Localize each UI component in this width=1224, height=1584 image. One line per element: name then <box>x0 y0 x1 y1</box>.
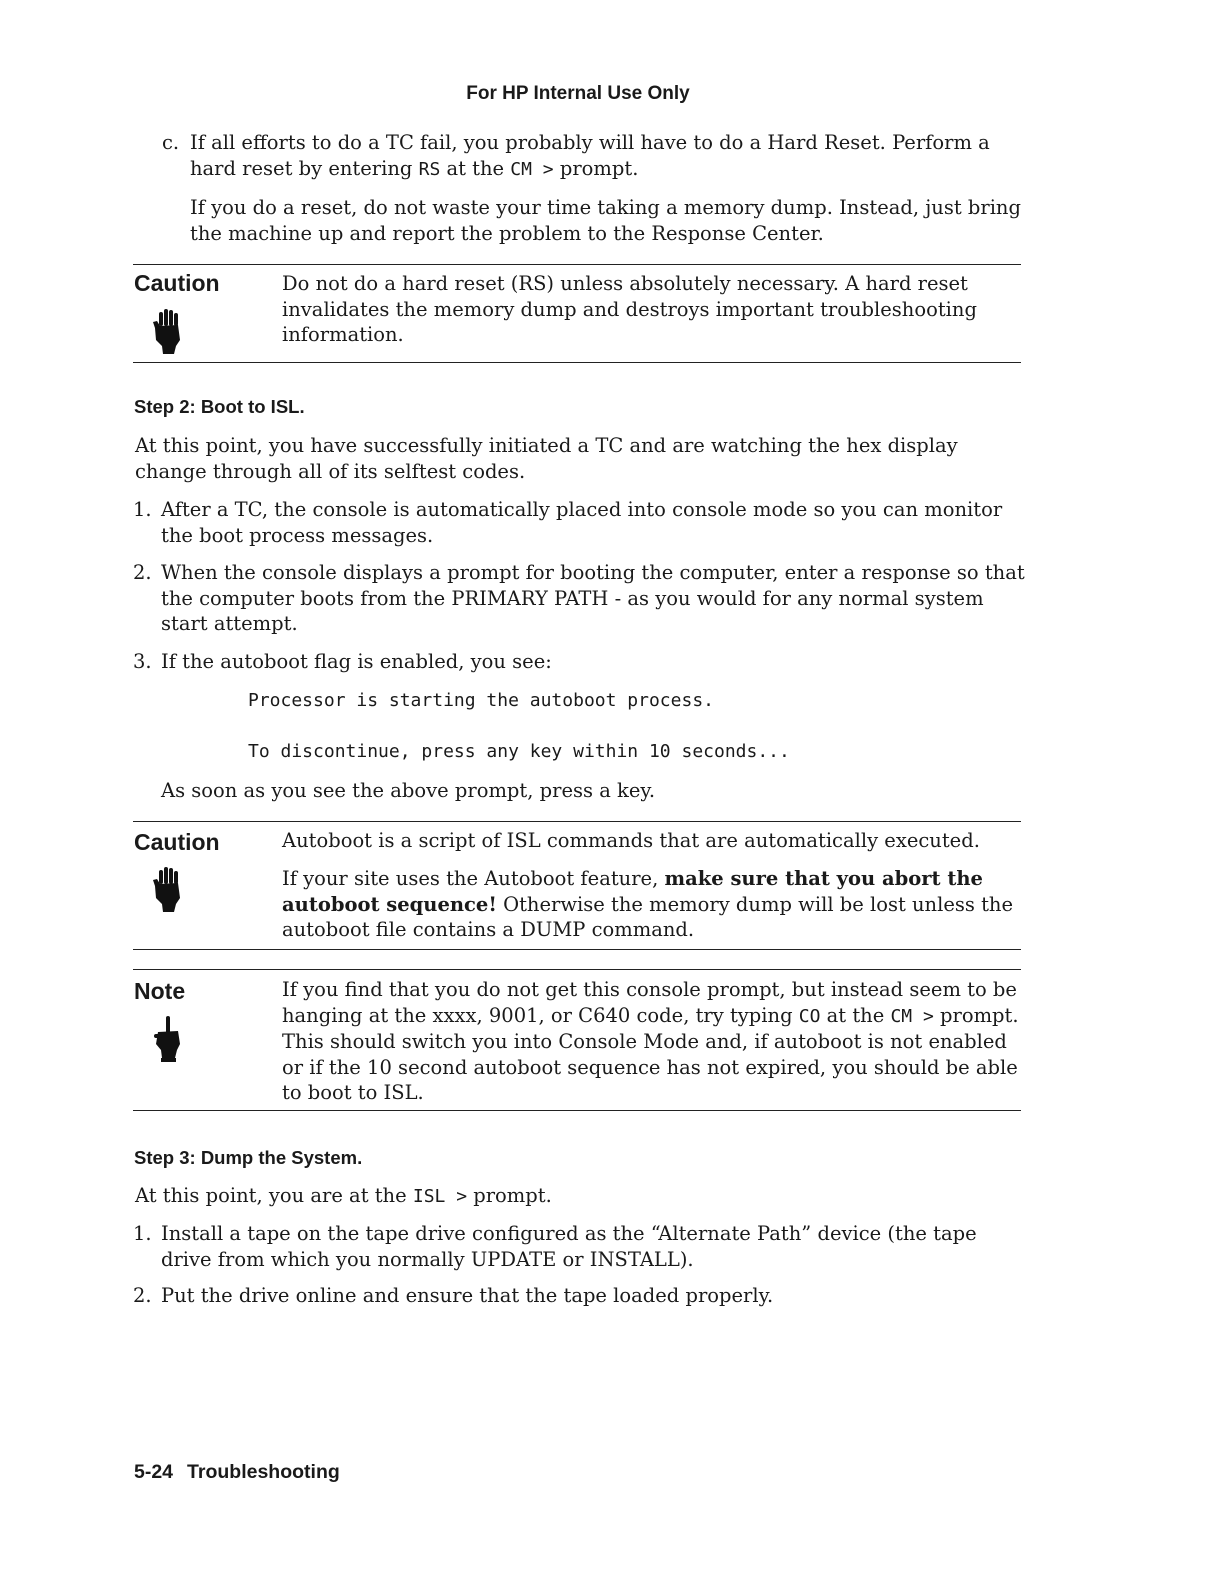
cm-prompt: CM > <box>510 158 554 180</box>
caution-hand-icon <box>150 308 186 354</box>
caution-text: Autoboot is a script of ISL commands that are automatically executed. <box>282 829 980 852</box>
caution-text-a: If your site uses the Autoboot feature, <box>282 867 665 890</box>
page-footer <box>134 1461 340 1484</box>
step-2-heading: Step 2: Boot to ISL. <box>134 396 305 417</box>
console-output-line: Processor is starting the autoboot process. <box>248 690 714 711</box>
list-item: If the autoboot flag is enabled, you see: <box>161 650 552 673</box>
caution-emphasis: make sure that you abort the autoboot sequence! <box>282 867 983 916</box>
note-label: Note <box>134 978 186 1004</box>
divider <box>133 969 1021 970</box>
caution-label: Caution <box>134 829 220 855</box>
list-number: 3. <box>133 650 152 673</box>
item-c-marker: c. <box>162 131 180 154</box>
note-text-b: at the <box>820 1003 891 1027</box>
list-item: Put the drive online and ensure that the tape loaded properly. <box>161 1284 774 1307</box>
caution-text <box>282 866 1024 943</box>
divider <box>133 362 1021 363</box>
list-number: 1. <box>133 1222 152 1245</box>
cm-prompt: CM > <box>890 1005 934 1027</box>
rs-command: RS <box>418 158 441 180</box>
list-number: 2. <box>133 1284 152 1307</box>
console-output-line: To discontinue, press any key within 10 seconds... <box>248 741 790 762</box>
divider <box>133 1110 1021 1111</box>
item-c-text <box>190 130 1030 182</box>
note-text <box>282 977 1024 1106</box>
step-3-intro-a: At this point, you are at the <box>135 1184 413 1207</box>
step-2-intro: At this point, you have successfully initiated a TC and are watching the hex display change through all of its selftest codes. <box>135 434 958 483</box>
divider <box>133 264 1021 265</box>
step-3-intro-b: prompt. <box>467 1184 552 1207</box>
page-number: 5-24 <box>134 1461 174 1483</box>
caution-hand-icon <box>150 866 186 912</box>
caution-text: Do not do a hard reset (RS) unless absolutely necessary. A hard reset invalidates the memory dump and destroys important troubleshooting information. <box>282 272 977 346</box>
caution-label: Caution <box>134 270 220 296</box>
item-c-text-b: at the <box>440 156 511 180</box>
pointing-hand-icon <box>150 1016 186 1062</box>
list-item: After a TC, the console is automatically placed into console mode so you can monitor the boot process messages. <box>161 498 1003 547</box>
after-code-text: As soon as you see the above prompt, press a key. <box>161 779 656 802</box>
note-text-a: If you find that you do not get this console prompt, but instead seem to be hanging at the xxxx, 9001, or C640 code, try typing <box>282 978 1017 1027</box>
isl-prompt: ISL > <box>412 1186 468 1207</box>
list-item: When the console displays a prompt for booting the computer, enter a response so that the computer boots from the PRIMARY PATH - as you would for any normal system start attempt. <box>161 561 1025 635</box>
page-header: For HP Internal Use Only <box>466 83 690 104</box>
note-text-c: prompt. This should switch you into Console Mode and, if autoboot is not enabled or if the 10 second autoboot sequence has not expired, you should be able to boot to ISL. <box>282 1003 1019 1104</box>
step-3-heading: Step 3: Dump the System. <box>134 1147 363 1168</box>
divider <box>133 821 1021 822</box>
item-c-text-c: prompt. <box>553 156 639 180</box>
item-c-text-a: If all efforts to do a TC fail, you probably will have to do a Hard Reset. Perform a hard reset by entering <box>190 131 990 180</box>
item-c-para2: If you do a reset, do not waste your time taking a memory dump. Instead, just bring the machine up and report the problem to the Response Center. <box>190 196 1021 245</box>
list-number: 2. <box>133 561 152 584</box>
caution-text-b: Otherwise the memory dump will be lost unless the autoboot file contains a DUMP command. <box>282 892 1014 941</box>
list-item: Install a tape on the tape drive configured as the “Alternate Path” device (the tape drive from which you normally UPDATE or INSTALL). <box>161 1222 977 1271</box>
divider <box>133 949 1021 950</box>
co-command: CO <box>798 1005 821 1027</box>
list-number: 1. <box>133 498 152 521</box>
section-title: Troubleshooting <box>187 1461 340 1483</box>
step-3-intro <box>135 1183 1025 1210</box>
